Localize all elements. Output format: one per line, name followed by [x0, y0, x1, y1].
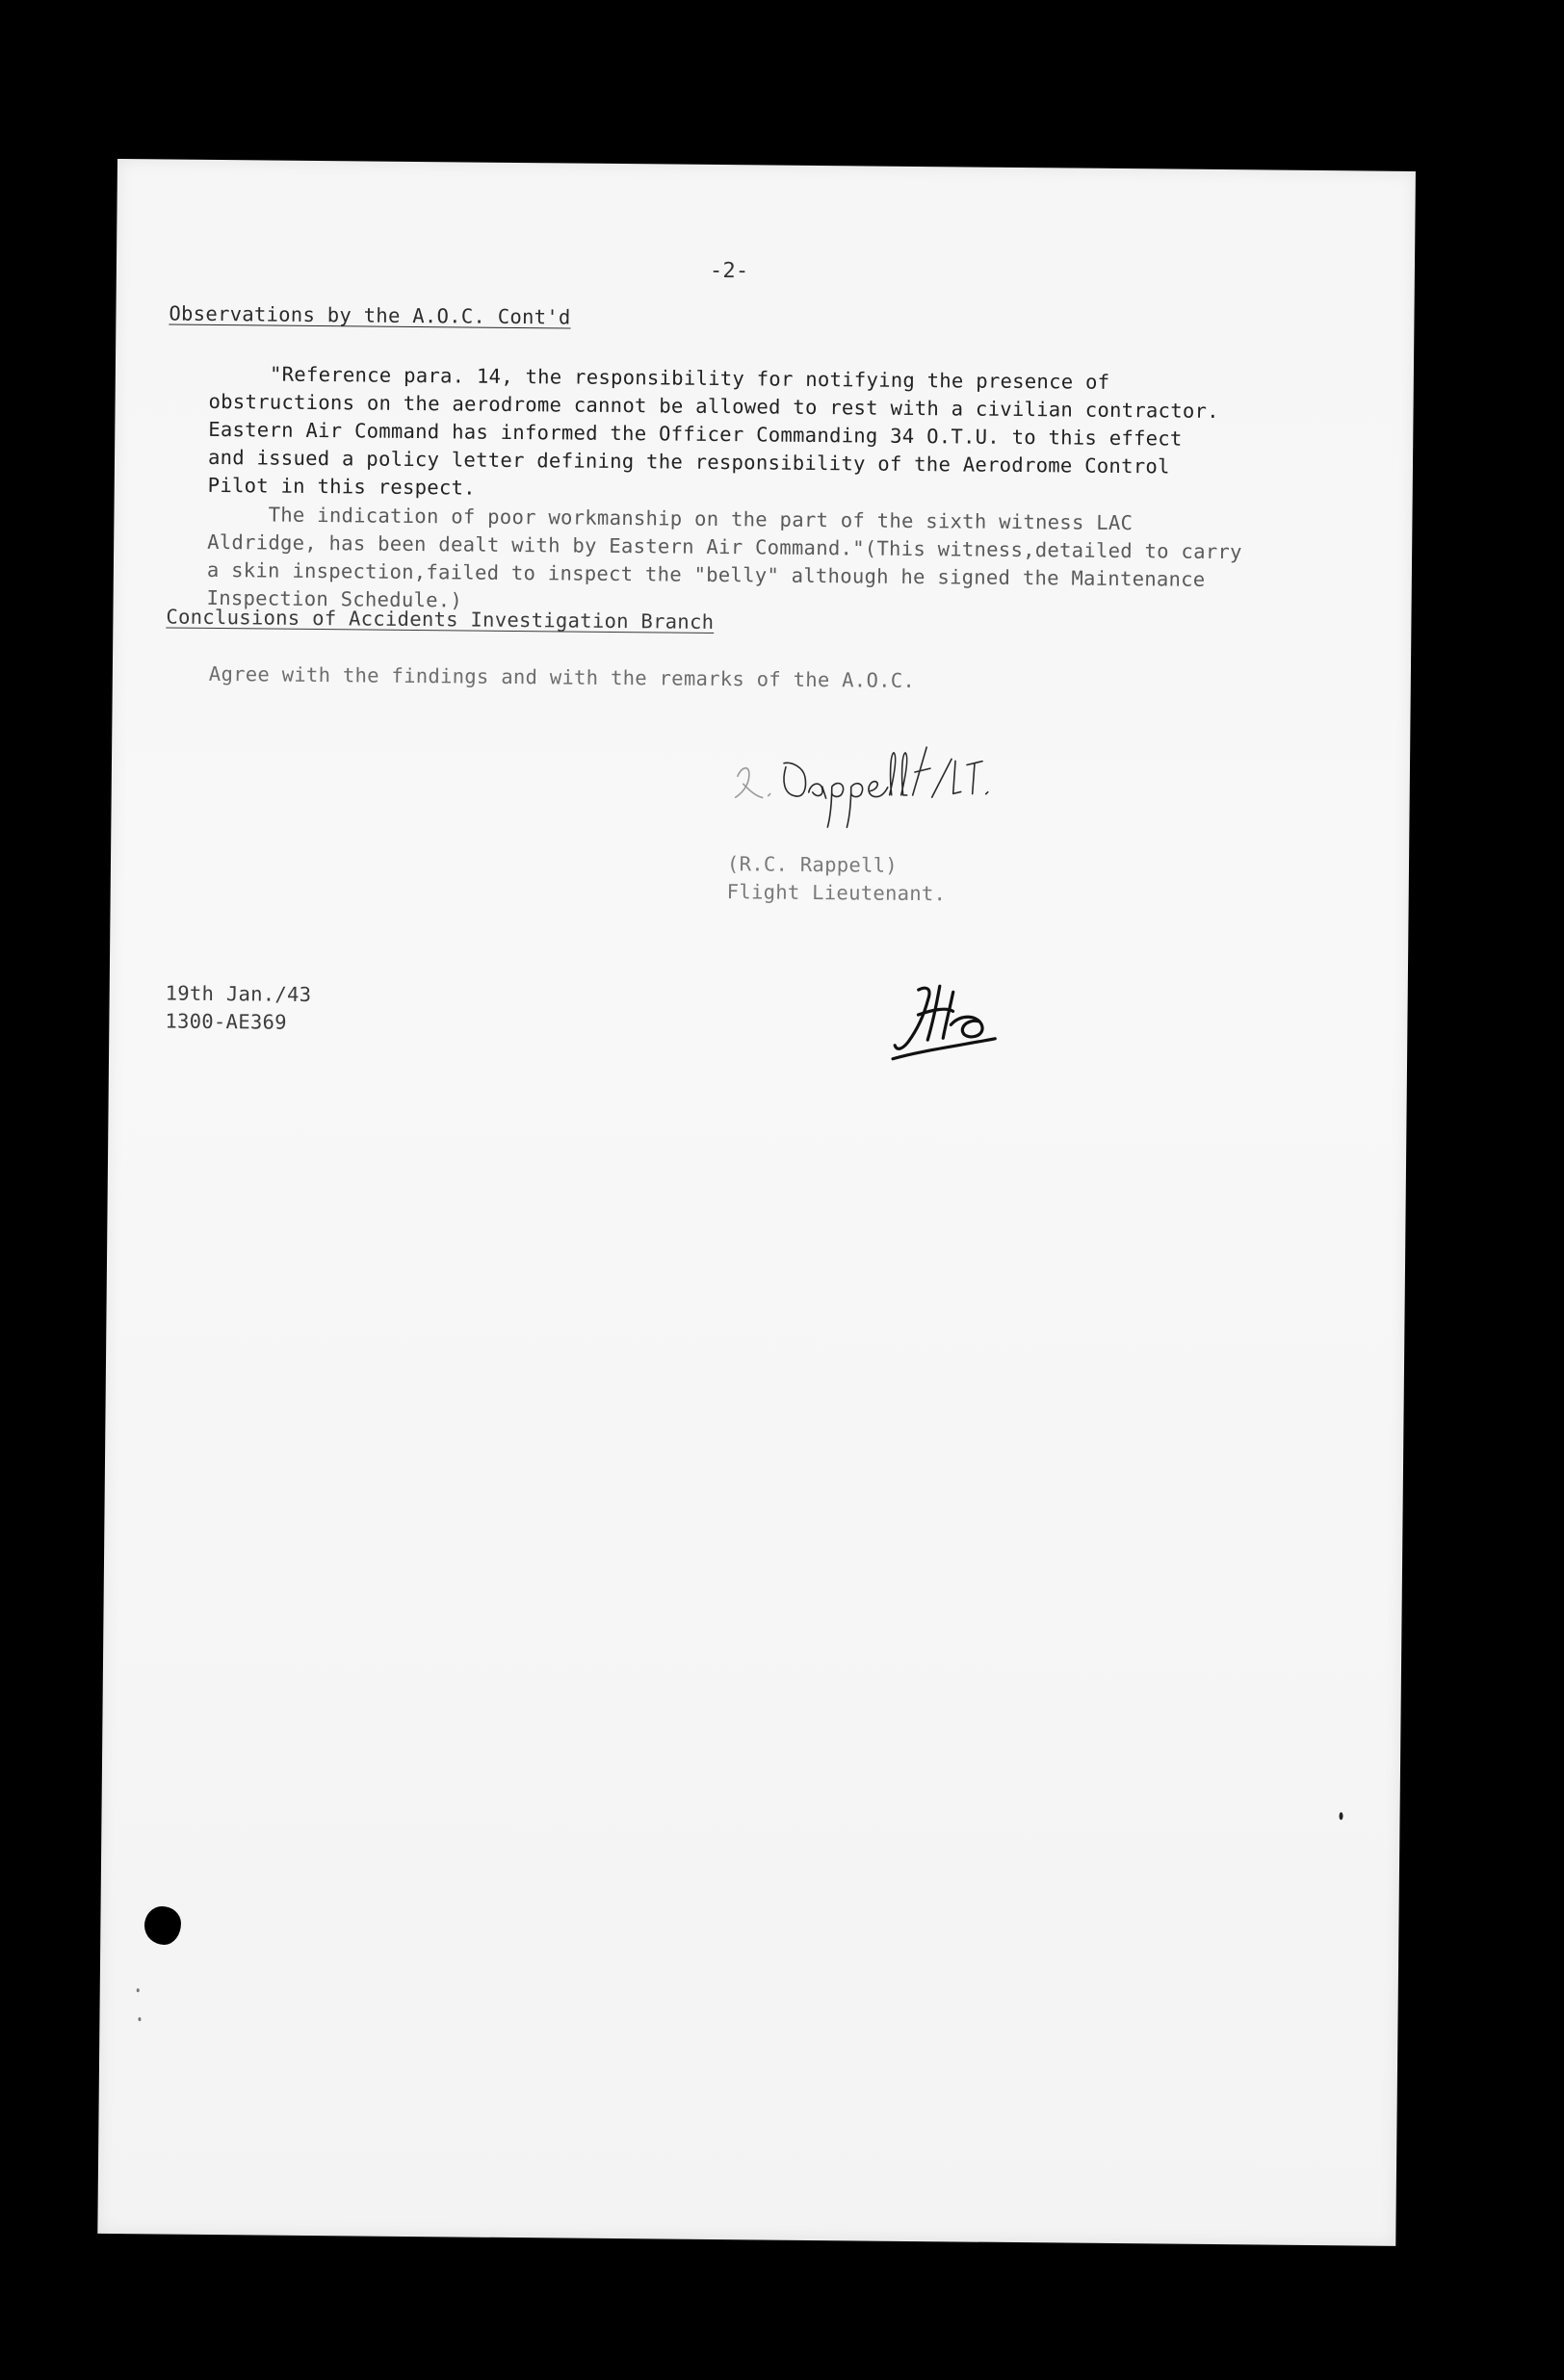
- paragraph-poor-workmanship: The indication of poor workmanship on the part of the sixth witness LAC Aldridge, has been dealt with by Eastern Air Command."(This witness,detailed to carry a skin inspection,failed to inspect the "belly" although he signed the Maintenance Inspection Schedule.): [206, 502, 1242, 612]
- document-date: 19th Jan./43: [165, 981, 312, 1006]
- heading-observations: Observations by the A.O.C. Cont'd: [169, 301, 571, 329]
- handwritten-initials: [889, 970, 1015, 1068]
- paper-sheet: [97, 159, 1416, 2246]
- ink-speck: [1339, 1812, 1342, 1820]
- date-reference-block: [165, 980, 311, 1037]
- document-reference: 1300-AE369: [165, 1009, 287, 1034]
- signature-block: [727, 850, 947, 908]
- signatory-rank: Flight Lieutenant.: [726, 880, 947, 906]
- page-number: -2-: [709, 258, 749, 284]
- page-body: [97, 159, 1416, 2246]
- handwritten-signature: [727, 737, 1094, 838]
- heading-conclusions: Conclusions of Accidents Investigation Branch: [166, 605, 715, 634]
- ink-speck: [138, 2017, 141, 2021]
- paragraph-reference-para-14: "Reference para. 14, the responsibility for notifying the presence of obstructions on the aerodrome cannot be allowed to rest with a civilian contractor. Eastern Air Command has informed the Officer Commanding 34 O.T.U. to this effect and issued a policy letter defining the responsibility of the Aerodrome Control Pilot in this respect.: [207, 361, 1219, 500]
- signatory-name: (R.C. Rappell): [726, 852, 899, 877]
- ink-speck: [137, 1988, 140, 1992]
- paragraph-agreement: Agree with the findings and with the remarks of the A.O.C.: [208, 661, 916, 692]
